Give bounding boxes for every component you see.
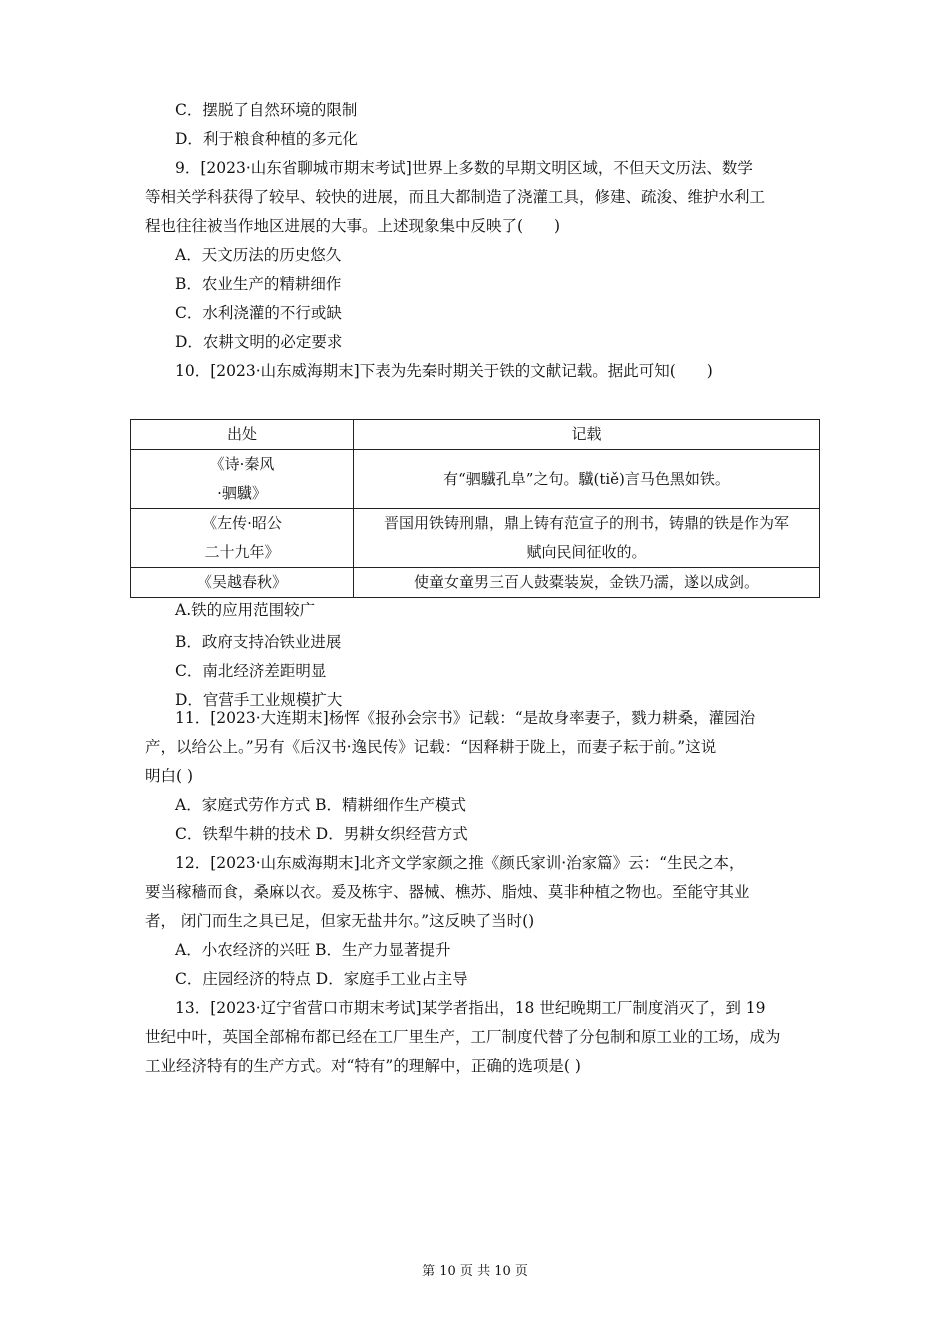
q10-option-b: B．政府支持冶铁业进展 bbox=[175, 633, 342, 651]
q10-option-a: A.铁的应用范围较广 bbox=[175, 601, 316, 619]
q11-options-ab: A．家庭式劳作方式 B．精耕细作生产模式 bbox=[175, 796, 467, 814]
table-row bbox=[131, 450, 820, 509]
table-row bbox=[131, 509, 820, 568]
table-row bbox=[131, 568, 820, 598]
q13-stem-line-3: 工业经济特有的生产方式。对“特有”的理解中，正确的选项是( ) bbox=[145, 1057, 581, 1075]
page-footer: 第 10 页 共 10 页 bbox=[422, 1264, 528, 1279]
q9-option-a: A．天文历法的历史悠久 bbox=[175, 246, 342, 264]
q10-option-d: D．官营手工业规模扩大 bbox=[175, 691, 343, 709]
table-header-record: 记载 bbox=[354, 420, 820, 450]
table-cell-source bbox=[131, 509, 354, 568]
q8-option-d: D．利于粮食种植的多元化 bbox=[175, 130, 358, 148]
source-line: 二十九年》 bbox=[204, 543, 280, 561]
record-line: 使童女童男三百人鼓橐装炭，金铁乃濡，遂以成剑。 bbox=[413, 573, 759, 591]
table-cell-record bbox=[354, 568, 820, 598]
record-line: 有“驷驖孔阜”之句。驖(tiě)言马色黑如铁。 bbox=[443, 469, 730, 488]
table-header-row bbox=[131, 420, 820, 450]
q8-option-c: C．摆脱了自然环境的限制 bbox=[175, 101, 358, 119]
q11-stem-line-1: 11．[2023·大连期末]杨恽《报孙会宗书》记载：“是故身率妻子，戮力耕桑，灌园治 bbox=[175, 709, 756, 727]
record-line: 赋向民间征收的。 bbox=[526, 543, 647, 561]
q9-stem-line-3: 程也往往被当作地区进展的大事。上述现象集中反映了( ) bbox=[145, 217, 561, 235]
table-cell-source bbox=[131, 450, 354, 509]
q10-stem: 10．[2023·山东威海期末]下表为先秦时期关于铁的文献记载。据此可知( ) bbox=[175, 362, 713, 380]
q10-option-c: C．南北经济差距明显 bbox=[175, 662, 327, 680]
source-line: 《左传·昭公 bbox=[202, 514, 282, 532]
q13-stem-line-1: 13．[2023·辽宁省营口市期末考试]某学者指出，18 世纪晚期工厂制度消灭了，到 19 bbox=[175, 999, 766, 1017]
q9-stem-line-1: 9．[2023·山东省聊城市期末考试]世界上多数的早期文明区域，不但天文历法、数学 bbox=[175, 159, 753, 177]
table-cell-source bbox=[131, 568, 354, 598]
q11-options-cd: C．铁犁牛耕的技术 D．男耕女织经营方式 bbox=[175, 825, 468, 843]
source-line: 《吴越春秋》 bbox=[196, 573, 287, 591]
q11-stem-line-3: 明白( ) bbox=[145, 767, 194, 785]
q12-stem-line-3: 者， 闭门而生之具已足，但家无盐井尔。”这反映了当时() bbox=[145, 912, 535, 930]
source-line: ·驷驖》 bbox=[217, 484, 267, 502]
q9-option-c: C．水利浇灌的不行或缺 bbox=[175, 304, 342, 322]
q11-stem-line-2: 产，以给公上。”另有《后汉书·逸民传》记载：“因释耕于陇上，而妻子耘于前。”这说 bbox=[145, 738, 717, 756]
q12-options-ab: A．小农经济的兴旺 B．生产力显著提升 bbox=[175, 941, 451, 959]
q12-stem-line-1: 12．[2023·山东威海期末]北齐文学家颜之推《颜氏家训·治家篇》云：“生民之本， bbox=[175, 854, 745, 872]
record-line: 晋国用铁铸刑鼎，鼎上铸有范宣子的刑书，铸鼎的铁是作为军 bbox=[383, 514, 789, 532]
q13-stem-line-2: 世纪中叶，英国全部棉布都已经在工厂里生产，工厂制度代替了分包制和原工业的工场，成为 bbox=[145, 1028, 781, 1046]
q9-option-d: D．农耕文明的必定要求 bbox=[175, 333, 343, 351]
table-cell-record bbox=[354, 509, 820, 568]
q9-stem-line-2: 等相关学科获得了较早、较快的进展，而且大都制造了浇灌工具，修建、疏浚、维护水利工 bbox=[145, 188, 766, 206]
q12-stem-line-2: 要当稼穑而食，桑麻以衣。爰及栋宇、器械、樵苏、脂烛、莫非种植之物也。至能守其业 bbox=[145, 883, 750, 901]
table-cell-record bbox=[354, 450, 820, 509]
table-header-source: 出处 bbox=[131, 420, 354, 450]
q10-source-table bbox=[130, 419, 820, 598]
source-line: 《诗·秦风 bbox=[209, 455, 275, 473]
q9-option-b: B．农业生产的精耕细作 bbox=[175, 275, 342, 293]
q12-options-cd: C．庄园经济的特点 D．家庭手工业占主导 bbox=[175, 970, 468, 988]
